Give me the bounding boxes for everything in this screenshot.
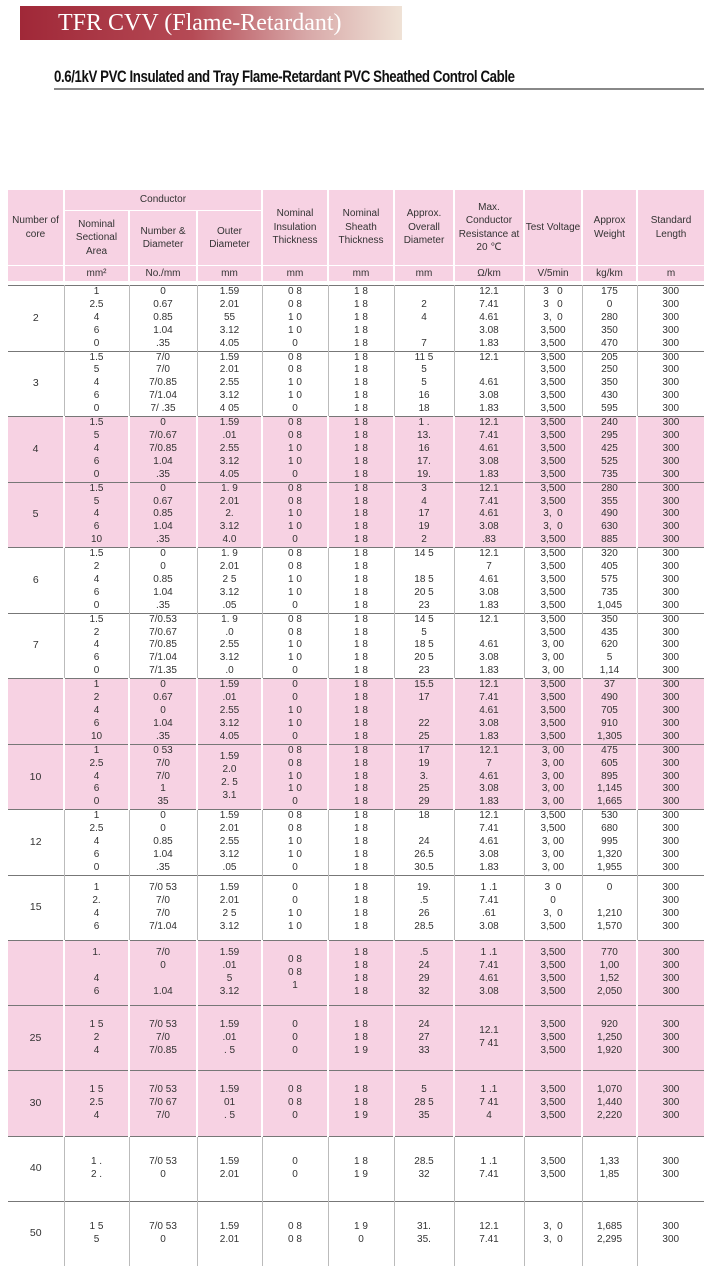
table-cell-c10: 300 300 300 300 300 (637, 679, 704, 745)
header-outer-diameter: Outer Diameter (197, 211, 262, 266)
table-cell-c6: 3 4 17 19 2 (394, 482, 454, 548)
table-cell-c7: 1 .1 7.41 .61 3.08 (454, 875, 524, 940)
table-row (8, 351, 704, 417)
header-weight: Approx Weight (582, 190, 637, 266)
unit-cell: kg/km (582, 266, 637, 282)
table-cell-c7: 12.1 7.41 4.61 3.08 1.83 (454, 417, 524, 483)
table-cell-c4: 0 8 0 8 1 0 1 0 0 (262, 744, 328, 810)
table-cell-c6: 31. 35. (394, 1201, 454, 1266)
table-cell-c3: 1.59 2.01 2 5 3.12 (197, 875, 262, 940)
table-cell-c9: 920 1,250 1,920 (582, 1006, 637, 1071)
table-cell-c9: 350 435 620 5 1,14 (582, 613, 637, 679)
table-cell-c5: 1 8 1 8 1 8 1 8 (328, 940, 394, 1005)
table-cell-c7: 12.1 7.41 (454, 1201, 524, 1266)
table-cell-c10: 300 300 300 300 300 (637, 482, 704, 548)
table-cell-c9: 475 605 895 1,145 1,665 (582, 744, 637, 810)
table-cell-c7: 12.1 7 4.61 3.08 1.83 (454, 548, 524, 614)
table-cell-c3: 1.59 .01 2.55 3.12 4.05 (197, 679, 262, 745)
unit-cell: mm (328, 266, 394, 282)
header-test-voltage: Test Voltage (524, 190, 582, 266)
unit-cell: No./mm (129, 266, 197, 282)
table-cell-c6: 14 5 18 5 20 5 23 (394, 548, 454, 614)
table-cell-c5: 1 8 1 9 (328, 1136, 394, 1201)
core-count-cell: 5 (8, 482, 64, 548)
header-resistance: Max. Conductor Resistance at 20 ℃ (454, 190, 524, 266)
unit-cell: mm (262, 266, 328, 282)
table-cell-c7: 1 .1 7.41 (454, 1136, 524, 1201)
table-cell-c3: 1.59 2.01 55 3.12 4.05 (197, 286, 262, 352)
table-cell-c9: 280 355 490 630 885 (582, 482, 637, 548)
table-cell-c4: 0 8 0 8 1 0 1 0 0 (262, 548, 328, 614)
unit-cell-empty (8, 266, 64, 282)
table-cell-c10: 300 300 300 (637, 1006, 704, 1071)
table-body (8, 286, 704, 1266)
table-cell-c1: 1.5 2 4 6 0 (64, 613, 129, 679)
table-cell-c8: 3,500 3,500 3,500 (524, 1071, 582, 1136)
core-count-cell (8, 940, 64, 1005)
table-cell-c1: 1.5 5 4 6 0 (64, 351, 129, 417)
table-cell-c10: 300 300 (637, 1136, 704, 1201)
table-cell-c1: 1 2.5 4 6 0 (64, 744, 129, 810)
table-cell-c5: 1 8 1 8 1 8 1 8 1 8 (328, 417, 394, 483)
table-cell-c6: 2 4 7 (394, 286, 454, 352)
table-cell-c3: 1.59 01 . 5 (197, 1071, 262, 1136)
table-cell-c9: 1,33 1,85 (582, 1136, 637, 1201)
table-cell-c6: 11 5 5 5 16 18 (394, 351, 454, 417)
core-count-cell: 40 (8, 1136, 64, 1201)
table-cell-c3: 1.59 2.01 (197, 1201, 262, 1266)
core-count-cell: 12 (8, 810, 64, 876)
table-cell-c6: 19. .5 26 28.5 (394, 875, 454, 940)
table-cell-c7: 1 .1 7.41 4.61 3.08 (454, 940, 524, 1005)
table-cell-c4: 0 0 1 0 1 0 0 (262, 679, 328, 745)
table-cell-c8: 3,500 3,500 3,500 3,500 3,500 (524, 548, 582, 614)
table-row (8, 613, 704, 679)
core-count-cell: 3 (8, 351, 64, 417)
table-cell-c3: 1.59 .01 . 5 (197, 1006, 262, 1071)
table-cell-c4: 0 8 0 8 0 (262, 1071, 328, 1136)
table-cell-c4: 0 8 0 8 1 0 1 0 0 (262, 286, 328, 352)
core-count-cell: 15 (8, 875, 64, 940)
table-row (8, 1201, 704, 1266)
table-cell-c3: 1. 9 .0 2.55 3.12 .0 (197, 613, 262, 679)
table-cell-c2: 7/0 7/0 7/0.85 7/1.04 7/ .35 (129, 351, 197, 417)
table-cell-c10: 300 300 300 300 300 (637, 417, 704, 483)
table-cell-c8: 3 0 0 3, 0 3,500 (524, 875, 582, 940)
table-cell-c2: 0 53 7/0 7/0 1 35 (129, 744, 197, 810)
table-cell-c7: 12.1 7 41 (454, 1006, 524, 1071)
table-cell-c6: 5 28 5 35 (394, 1071, 454, 1136)
core-count-cell: 50 (8, 1201, 64, 1266)
table-cell-c5: 1 8 1 8 1 9 (328, 1006, 394, 1071)
table-cell-c7: 12.1 7.41 4.61 3.08 1.83 (454, 679, 524, 745)
table-cell-c8: 3,500 3,500 (524, 1136, 582, 1201)
core-count-cell: 30 (8, 1071, 64, 1136)
core-count-cell: 2 (8, 286, 64, 352)
table-cell-c1: 1 5 2 4 (64, 1006, 129, 1071)
core-count-cell: 6 (8, 548, 64, 614)
table-cell-c1: 1 . 2 . (64, 1136, 129, 1201)
table-cell-c9: 0 1,210 1,570 (582, 875, 637, 940)
table-cell-c4: 0 8 0 8 1 (262, 940, 328, 1005)
table-cell-c1: 1 2. 4 6 (64, 875, 129, 940)
table-row (8, 940, 704, 1005)
table-cell-c7: 1 .1 7 41 4 (454, 1071, 524, 1136)
table-cell-c2: 0 0 0.85 1.04 .35 (129, 548, 197, 614)
table-row (8, 875, 704, 940)
table-cell-c4: 0 0 0 (262, 1006, 328, 1071)
table-cell-c9: 37 490 705 910 1,305 (582, 679, 637, 745)
table-cell-c6: 1 . 13. 16 17. 19. (394, 417, 454, 483)
table-row (8, 1071, 704, 1136)
table-cell-c10: 300 300 300 (637, 1071, 704, 1136)
table-cell-c9: 240 295 425 525 735 (582, 417, 637, 483)
table-cell-c8: 3,500 3,500 3, 00 3, 00 3, 00 (524, 810, 582, 876)
table-cell-c4: 0 8 0 8 1 0 1 0 0 (262, 351, 328, 417)
table-cell-c1: 1.5 5 4 6 10 (64, 482, 129, 548)
table-cell-c10: 300 300 (637, 1201, 704, 1266)
table-row (8, 1136, 704, 1201)
table-cell-c5: 1 9 0 (328, 1201, 394, 1266)
header-sectional-area: Nominal Sectional Area (64, 211, 129, 266)
table-cell-c7: 12.1 4.61 3.08 1.83 (454, 613, 524, 679)
table-cell-c5: 1 8 1 8 1 8 1 8 1 8 (328, 286, 394, 352)
table-cell-c4: 0 0 1 0 1 0 (262, 875, 328, 940)
table-cell-c8: 3, 00 3, 00 3, 00 3, 00 3, 00 (524, 744, 582, 810)
table-cell-c8: 3,500 3,500 3,500 3,500 3,500 (524, 679, 582, 745)
core-count-cell: 7 (8, 613, 64, 679)
table-cell-c3: 1. 9 2.01 2. 3.12 4.0 (197, 482, 262, 548)
table-cell-c6: .5 24 29 32 (394, 940, 454, 1005)
table-cell-c7: 12.1 7.41 4.61 3.08 1.83 (454, 810, 524, 876)
unit-cell: mm² (64, 266, 129, 282)
header-length: Standard Length (637, 190, 704, 266)
unit-cell: V/5min (524, 266, 582, 282)
table-row (8, 286, 704, 352)
table-cell-c4: 0 8 0 8 1 0 1 0 0 (262, 613, 328, 679)
table-cell-c8: 3,500 3,500 3,500 (524, 1006, 582, 1071)
spec-table (8, 190, 704, 1266)
table-cell-c1: 1 2.5 4 6 0 (64, 810, 129, 876)
table-cell-c2: 0 0.67 0.85 1.04 .35 (129, 286, 197, 352)
table-cell-c3: 1. 9 2.01 2 5 3.12 .05 (197, 548, 262, 614)
table-cell-c1: 1 2 4 6 10 (64, 679, 129, 745)
banner-title: TFR CVV (Flame-Retardant) (58, 10, 342, 36)
table-cell-c10: 300 300 300 300 (637, 940, 704, 1005)
table-cell-c5: 1 8 1 8 1 8 1 8 1 8 (328, 679, 394, 745)
table-cell-c5: 1 8 1 8 1 9 (328, 1071, 394, 1136)
table-cell-c7: 12.1 4.61 3.08 1.83 (454, 351, 524, 417)
table-cell-c5: 1 8 1 8 1 8 1 8 1 8 (328, 482, 394, 548)
table-row (8, 679, 704, 745)
core-count-cell: 25 (8, 1006, 64, 1071)
table-row (8, 744, 704, 810)
table-cell-c2: 7/0 53 7/0 67 7/0 (129, 1071, 197, 1136)
table-cell-c9: 205 250 350 430 595 (582, 351, 637, 417)
table-cell-c6: 24 27 33 (394, 1006, 454, 1071)
table-cell-c10: 300 300 300 300 300 (637, 351, 704, 417)
table-cell-c6: 15.5 17 22 25 (394, 679, 454, 745)
table-cell-c3: 1.59 2.01 2.55 3.12 4 05 (197, 351, 262, 417)
core-count-cell (8, 679, 64, 745)
table-cell-c5: 1 8 1 8 1 8 1 8 1 8 (328, 810, 394, 876)
table-cell-c5: 1 8 1 8 1 8 1 8 1 8 (328, 351, 394, 417)
table-cell-c6: 28.5 32 (394, 1136, 454, 1201)
table-cell-c3: 1.59 .01 2.55 3.12 4.05 (197, 417, 262, 483)
table-cell-c2: 0 7/0.67 7/0.85 1.04 .35 (129, 417, 197, 483)
unit-cell: m (637, 266, 704, 282)
table-cell-c10: 300 300 300 300 300 (637, 613, 704, 679)
header-overall-diameter: Approx. Overall Diameter (394, 190, 454, 266)
header-sheath: Nominal Sheath Thickness (328, 190, 394, 266)
table-cell-c3: 1.59 2.01 2.55 3.12 .05 (197, 810, 262, 876)
table-cell-c4: 0 8 0 8 1 0 1 0 0 (262, 417, 328, 483)
table-cell-c5: 1 8 1 8 1 8 1 8 1 8 (328, 548, 394, 614)
title-banner (20, 6, 402, 40)
table-cell-c8: 3,500 3,500 3,500 3,500 (524, 940, 582, 1005)
table-cell-c1: 1 5 5 (64, 1201, 129, 1266)
table-cell-c7: 12.1 7.41 4.61 3.08 1.83 (454, 286, 524, 352)
unit-cell: Ω/km (454, 266, 524, 282)
table-cell-c10: 300 300 300 300 (637, 875, 704, 940)
table-cell-c9: 175 0 280 350 470 (582, 286, 637, 352)
table-cell-c9: 1,070 1,440 2,220 (582, 1071, 637, 1136)
header-strand: Number & Diameter (129, 211, 197, 266)
table-cell-c8: 3,500 3,500 3, 00 3, 00 3, 00 (524, 613, 582, 679)
table-cell-c10: 300 300 300 300 300 (637, 286, 704, 352)
page-subtitle: 0.6/1kV PVC Insulated and Tray Flame-Retardant PVC Sheathed Control Cable (54, 68, 515, 86)
table-cell-c2: 7/0.53 7/0.67 7/0.85 7/1.04 7/1.35 (129, 613, 197, 679)
table-row (8, 417, 704, 483)
table-cell-c4: 0 8 0 8 (262, 1201, 328, 1266)
table-cell-c6: 18 24 26.5 30.5 (394, 810, 454, 876)
table-cell-c2: 0 0.67 0 1.04 .35 (129, 679, 197, 745)
table-row (8, 1006, 704, 1071)
table-cell-c10: 300 300 300 300 300 (637, 548, 704, 614)
table-cell-c9: 530 680 995 1,320 1,955 (582, 810, 637, 876)
header-conductor-group: Conductor (64, 190, 262, 211)
table-cell-c1: 1.5 2 4 6 0 (64, 548, 129, 614)
table-cell-c8: 3,500 3,500 3, 0 3, 0 3,500 (524, 482, 582, 548)
table-row (8, 548, 704, 614)
table-cell-c6: 14 5 5 18 5 20 5 23 (394, 613, 454, 679)
table-header (8, 190, 704, 286)
table-cell-c9: 770 1,00 1,52 2,050 (582, 940, 637, 1005)
table-cell-c6: 17 19 3. 25 29 (394, 744, 454, 810)
table-cell-c7: 12.1 7.41 4.61 3.08 .83 (454, 482, 524, 548)
table-cell-c2: 0 0.67 0.85 1.04 .35 (129, 482, 197, 548)
table-cell-c3: 1.59 2.01 (197, 1136, 262, 1201)
table-cell-c2: 0 0 0.85 1.04 .35 (129, 810, 197, 876)
subtitle-underline (54, 88, 704, 90)
table-row (8, 482, 704, 548)
table-cell-c2: 7/0 53 0 (129, 1136, 197, 1201)
table-cell-c1: 1. 4 6 (64, 940, 129, 1005)
table-cell-c7: 12.1 7 4.61 3.08 1.83 (454, 744, 524, 810)
table-cell-c2: 7/0 53 0 (129, 1201, 197, 1266)
table-cell-c8: 3, 0 3, 0 (524, 1201, 582, 1266)
table-cell-c5: 1 8 1 8 1 8 1 8 (328, 875, 394, 940)
table-cell-c9: 1,685 2,295 (582, 1201, 637, 1266)
table-cell-c4: 0 8 0 8 1 0 1 0 0 (262, 482, 328, 548)
table-row (8, 810, 704, 876)
table-cell-c5: 1 8 1 8 1 8 1 8 1 8 (328, 613, 394, 679)
unit-cell: mm (394, 266, 454, 282)
header-cores: Number of core (8, 190, 64, 266)
table-cell-c10: 300 300 300 300 300 (637, 744, 704, 810)
table-cell-c1: 1.5 5 4 6 0 (64, 417, 129, 483)
table-cell-c4: 0 8 0 8 1 0 1 0 0 (262, 810, 328, 876)
table-cell-c3: 1.59 2.0 2. 5 3.1 (197, 744, 262, 810)
table-cell-c1: 1 2.5 4 6 0 (64, 286, 129, 352)
table-cell-c2: 7/0 53 7/0 7/0 7/1.04 (129, 875, 197, 940)
core-count-cell: 10 (8, 744, 64, 810)
table-cell-c8: 3,500 3,500 3,500 3,500 3,500 (524, 351, 582, 417)
header-insulation: Nominal Insulation Thickness (262, 190, 328, 266)
core-count-cell: 4 (8, 417, 64, 483)
table-cell-c2: 7/0 53 7/0 7/0.85 (129, 1006, 197, 1071)
table-cell-c4: 0 0 (262, 1136, 328, 1201)
unit-cell: mm (197, 266, 262, 282)
table-cell-c8: 3 0 3 0 3, 0 3,500 3,500 (524, 286, 582, 352)
table-cell-c3: 1.59 .01 5 3.12 (197, 940, 262, 1005)
table-cell-c1: 1 5 2.5 4 (64, 1071, 129, 1136)
table-cell-c2: 7/0 0 1.04 (129, 940, 197, 1005)
table-cell-c8: 3,500 3,500 3,500 3,500 3,500 (524, 417, 582, 483)
table-cell-c5: 1 8 1 8 1 8 1 8 1 8 (328, 744, 394, 810)
table-cell-c9: 320 405 575 735 1,045 (582, 548, 637, 614)
table-cell-c10: 300 300 300 300 300 (637, 810, 704, 876)
